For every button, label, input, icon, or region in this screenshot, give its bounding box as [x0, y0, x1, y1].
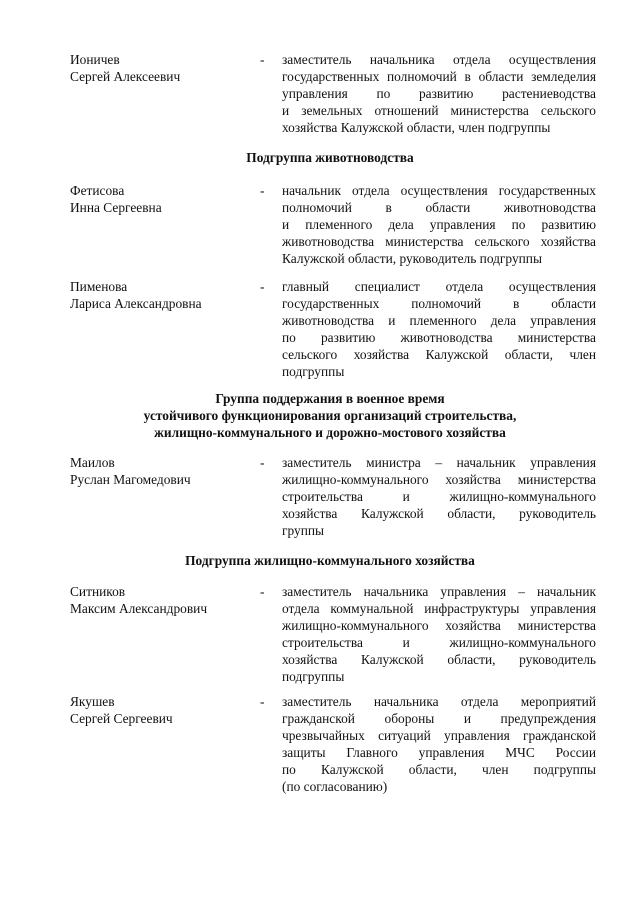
position-line: заместитель министра – начальник управления — [282, 455, 596, 470]
dash-separator: - — [260, 584, 265, 599]
position-line: начальник отдела осуществления государственных — [282, 183, 596, 198]
position-line: по Калужской области, член подгруппы — [282, 762, 596, 777]
group-heading-line: Группа поддержания в военное время — [215, 391, 445, 406]
position-line: Калужской области, руководитель подгруппы — [282, 251, 542, 266]
subgroup-heading — [60, 149, 600, 166]
member-given-names: Инна Сергеевна — [70, 200, 162, 215]
position-line: заместитель начальника управления – начальник — [282, 584, 596, 599]
member-surname: Якушев — [70, 694, 115, 709]
subgroup-heading-text: Подгруппа жилищно-коммунального хозяйства — [185, 553, 475, 568]
member-name — [70, 182, 250, 216]
member-position — [282, 583, 596, 685]
member-position — [282, 278, 596, 380]
position-line: группы — [282, 523, 325, 538]
member-entry — [70, 51, 596, 136]
position-line: главный специалист отдела осуществления — [282, 279, 596, 294]
member-surname: Ситников — [70, 584, 126, 599]
dash-separator: - — [260, 279, 265, 294]
member-given-names: Лариса Александровна — [70, 296, 202, 311]
dash-separator: - — [260, 455, 265, 470]
member-given-names: Руслан Магомедович — [70, 472, 191, 487]
member-surname: Пименова — [70, 279, 128, 294]
position-line: хозяйства Калужской области, руководитель — [282, 506, 596, 521]
position-line: жилищно-коммунального хозяйства министерства — [282, 618, 596, 633]
position-line: подгруппы — [282, 669, 345, 684]
position-line: заместитель начальника отдела осуществления — [282, 52, 596, 67]
group-heading-line: устойчивого функционирования организаций строительства, — [143, 408, 517, 423]
member-entry — [70, 693, 596, 795]
member-entry — [70, 182, 596, 267]
dash-separator: - — [260, 183, 265, 198]
position-line: полномочий в области животноводства — [282, 200, 596, 215]
member-given-names: Сергей Сергеевич — [70, 711, 173, 726]
position-line: сельского хозяйства Калужской области, член — [282, 347, 596, 362]
member-surname: Фетисова — [70, 183, 125, 198]
position-line: хозяйства Калужской области, руководитель — [282, 652, 596, 667]
member-position — [282, 454, 596, 539]
group-heading — [60, 390, 600, 441]
position-line: отдела коммунальной инфраструктуры управления — [282, 601, 596, 616]
subgroup-heading — [60, 552, 600, 569]
member-surname: Ионичев — [70, 52, 120, 67]
position-line: гражданской обороны и предупреждения — [282, 711, 596, 726]
position-line: по развитию животноводства министерства — [282, 330, 596, 345]
member-entry — [70, 454, 596, 539]
position-line: управления по развитию растениеводства — [282, 86, 596, 101]
member-given-names: Сергей Алексеевич — [70, 69, 181, 84]
member-name — [70, 454, 250, 488]
member-position — [282, 182, 596, 267]
position-line: животноводства министерства сельского хозяйства — [282, 234, 596, 249]
position-line: (по согласованию) — [282, 779, 388, 794]
position-line: заместитель начальника отдела мероприятий — [282, 694, 596, 709]
member-name — [70, 278, 250, 312]
position-line: и племенного дела управления по развитию — [282, 217, 596, 232]
dash-separator: - — [260, 52, 265, 67]
member-position — [282, 51, 596, 136]
member-name — [70, 583, 250, 617]
member-entry — [70, 583, 596, 685]
position-line: государственных полномочий в области земледелия — [282, 69, 596, 84]
position-line: животноводства и племенного дела управления — [282, 313, 596, 328]
member-surname: Маилов — [70, 455, 115, 470]
position-line: государственных полномочий в области — [282, 296, 596, 311]
position-line: хозяйства Калужской области, член подгруппы — [282, 120, 551, 135]
dash-separator: - — [260, 694, 265, 709]
member-given-names: Максим Александрович — [70, 601, 208, 616]
subgroup-heading-text: Подгруппа животноводства — [246, 150, 414, 165]
member-name — [70, 693, 250, 727]
position-line: чрезвычайных ситуаций управления гражданской — [282, 728, 596, 743]
group-heading-line: жилищно-коммунального и дорожно-мостового хозяйства — [154, 425, 506, 440]
position-line: защиты Главного управления МЧС России — [282, 745, 596, 760]
member-name — [70, 51, 250, 85]
member-entry — [70, 278, 596, 380]
member-position — [282, 693, 596, 795]
position-line: жилищно-коммунального хозяйства министерства — [282, 472, 596, 487]
position-line: строительства и жилищно-коммунального — [282, 635, 596, 650]
position-line: строительства и жилищно-коммунального — [282, 489, 596, 504]
position-line: и земельных отношений министерства сельского — [282, 103, 596, 118]
position-line: подгруппы — [282, 364, 345, 379]
